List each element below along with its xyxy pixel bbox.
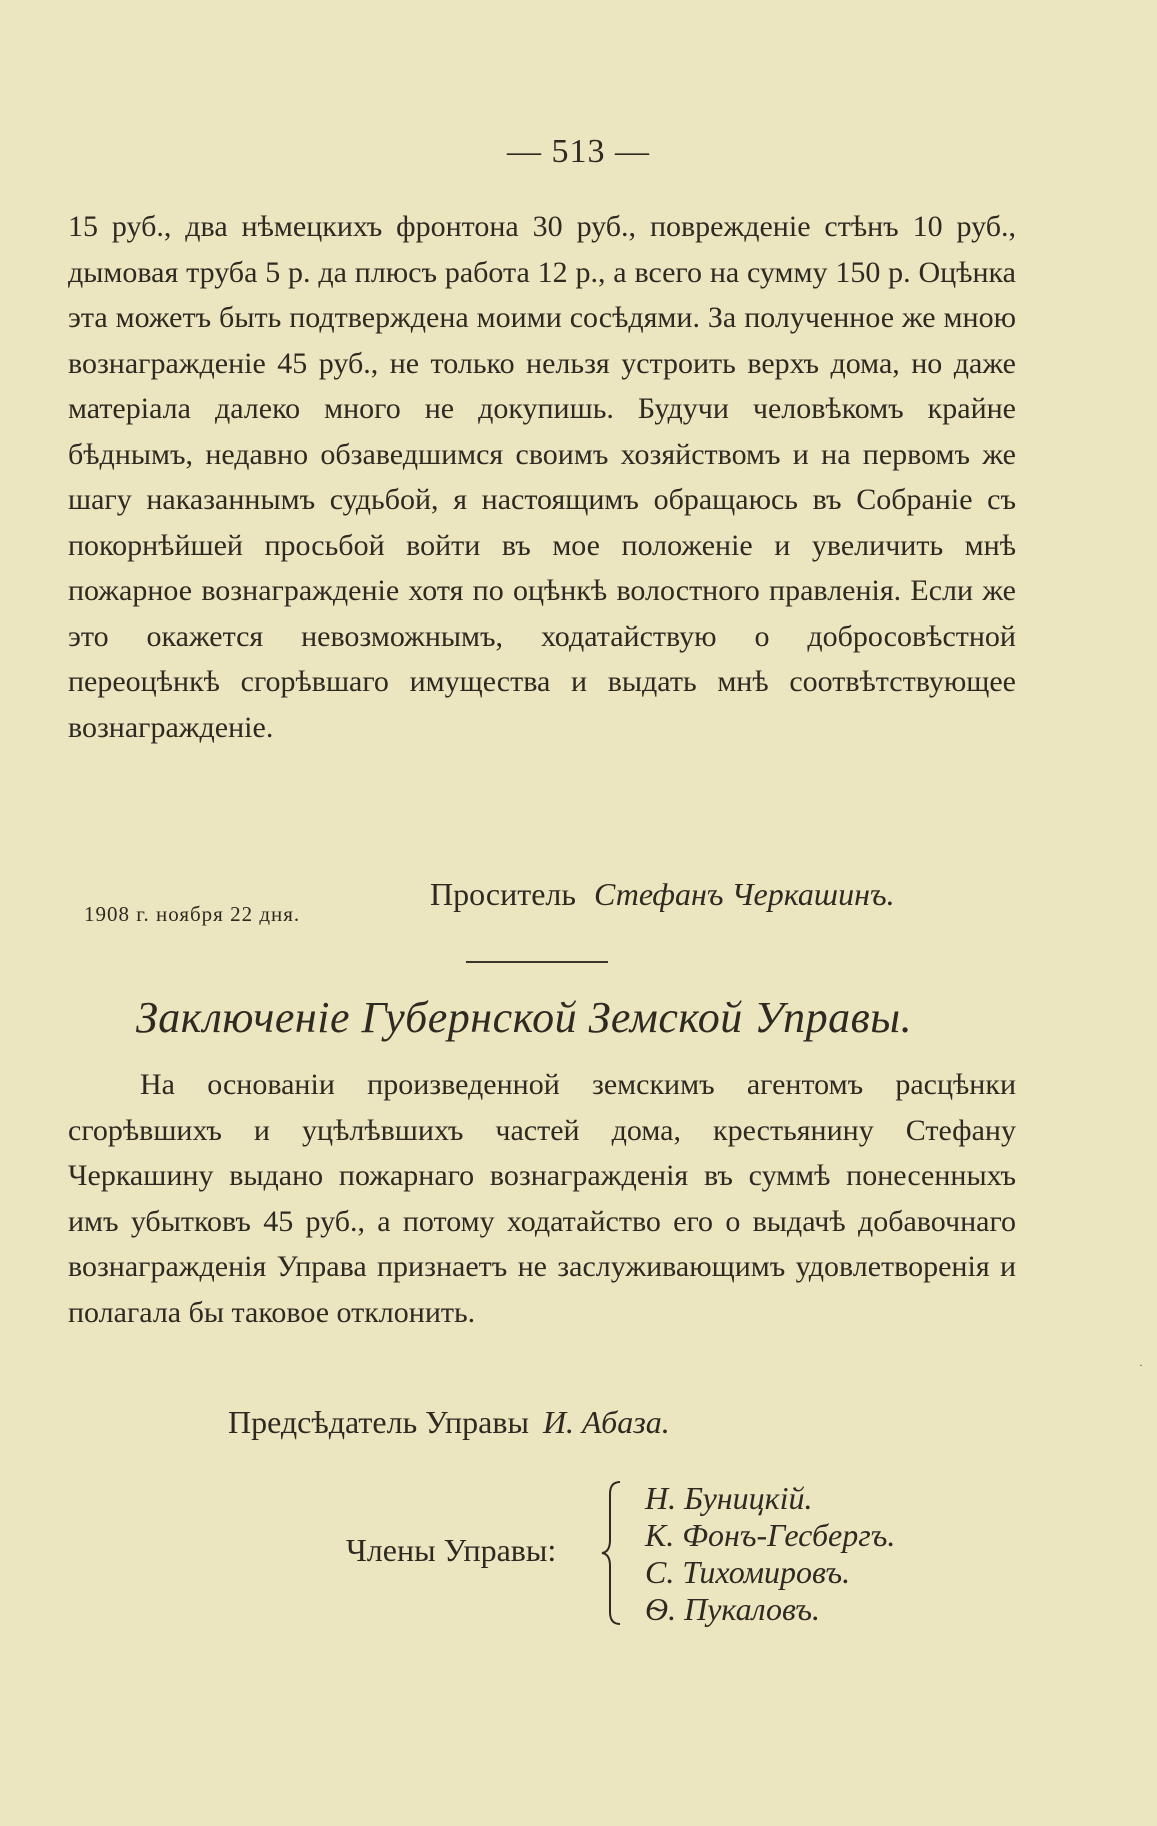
member-name: С. Тихомировъ. — [645, 1554, 851, 1590]
petitioner-signature: Стефанъ Черкашинъ. — [593, 876, 895, 912]
stray-dot: · — [1139, 1358, 1143, 1372]
page-number: — 513 — — [507, 133, 650, 170]
chairman-name: И. Абаза. — [542, 1404, 670, 1440]
date-line: 1908 г. ноября 22 дня. — [84, 902, 301, 926]
member-name: Н. Буницкій. — [645, 1480, 813, 1516]
member-name: К. Фонъ-Гесбергъ. — [645, 1517, 896, 1553]
conclusion-heading: Заключеніе Губернской Земской Управы. — [136, 993, 913, 1042]
members-label: Члены Управы: — [346, 1532, 557, 1568]
petitioner-label: Проситель — [430, 876, 576, 912]
chairman-label: Предсѣдатель Управы — [228, 1404, 529, 1440]
members-list — [645, 1480, 895, 1628]
conclusion-text: На основаніи произведенной земскимъ агентомъ расцѣнки сгорѣвшихъ и уцѣлѣвшихъ частей дома, крестьянину Стефану Черкашину выдано пожарнаго вознагражденія въ суммѣ понесенныхъ имъ убытковъ 45 руб., а потому ходатайство его о выдачѣ добавочнаго вознагражденія Управа признаетъ не заслуживающимъ удовлетворенія и полагала бы таковое отклонить. — [68, 1068, 1016, 1329]
member-name: Ѳ. Пукаловъ. — [645, 1591, 821, 1627]
petition-text: 15 руб., два нѣмецкихъ фронтона 30 руб., поврежденіе стѣнъ 10 руб., дымовая труба 5 р. да плюсъ работа 12 р., а всего на сумму 150 р. Оцѣнка эта можетъ быть подтверждена моими сосѣдями. За полученное же мною вознагражденіе 45 руб., не только нельзя устроить верхъ дома, но даже матеріала далеко много не докупишь. Будучи человѣкомъ крайне бѣднымъ, недавно обзаведшимся своимъ хозяйствомъ и на первомъ же шагу наказаннымъ судьбой, я настоящимъ обращаюсь въ Собраніе съ покорнѣйшей просьбой войти въ мое положеніе и увеличить мнѣ пожарное вознагражденіе хотя по оцѣнкѣ волостного правленія. Если же это окажется невозможнымъ, ходатайствую о добросовѣстной переоцѣнкѣ сгорѣвшаго имущества и выдать мнѣ соотвѣтствующее вознагражденіе. — [68, 210, 1016, 744]
curly-brace-icon — [600, 1480, 622, 1626]
chairman-signature-line — [228, 1404, 670, 1441]
section-divider — [466, 961, 608, 963]
petitioner-signature-line — [430, 876, 895, 913]
